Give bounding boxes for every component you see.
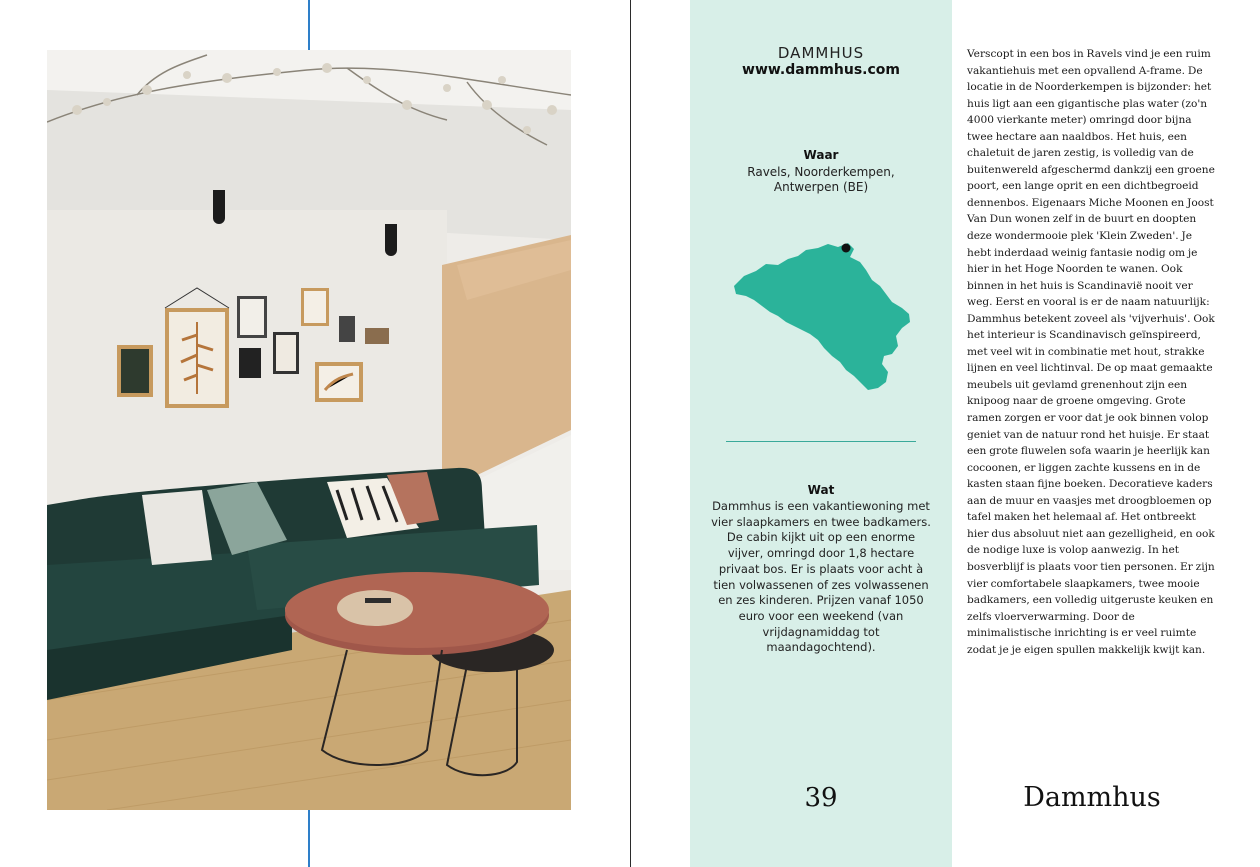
description-heading: Wat: [807, 483, 835, 497]
belgium-shape: [734, 243, 910, 390]
brand-name: DAMMHUS: [777, 44, 865, 62]
living-room-photo: [47, 50, 571, 810]
location-marker: [842, 244, 851, 253]
location-heading: Waar: [803, 148, 839, 162]
description-text: Dammhus is een vakantiewoning met vier slaapkamers en twee badkamers. De cabin kijkt uit op een enorme vijver, omringd door 1,8 hectare privaat bos. Er is plaats voor acht à tien volwassenen of zes volwassenen en zes kinderen. Prijzen vanaf 1050 euro voor een weekend (van vrijdagnamiddag tot maandagochtend).: [711, 499, 931, 655]
crop-mark-bottom: [308, 810, 310, 867]
section-divider: [726, 441, 916, 442]
location-text: Ravels, Noorderkempen, Antwerpen (BE): [747, 165, 895, 194]
crop-mark-top: [308, 0, 310, 50]
running-title: Dammhus: [1023, 782, 1161, 813]
right-page: [631, 0, 1260, 867]
location-block: [690, 148, 952, 195]
article-body: Verscopt in een bos in Ravels vind je een ruim vakantiehuis met een opvallend A-frame. De locatie in de Noorderkempen is bijzonder: het huis ligt aan een gigantische plas water (zo'n 4000 vierkante meter) omringd door bijna twee hectare aan naaldbos. Het huis, een chaletuit de jaren zestig, is volledig van de buitenwereld afgeschermd dankzij een groene poort, een lange oprit en een dichtbegroeid dennenbos. Eigenaars Miche Moonen en Joost Van Dun wonen zelf in de buurt en doopten deze wondermooie plek 'Klein Zweden'. Je hebt inderdaad weinig fantasie nodig om je hier in het Hoge Noorden te wanen. Ook binnen in het huis is Scandinavië nooit ver weg. Eerst en vooral is er de naam natuurlijk: Dammhus betekent zoveel als 'vijverhuis'. Ook het interieur is Scandinavisch geïnspireerd, met veel wit in combinatie met hout, strakke lijnen en veel lichtinval. De op maat gemaakte meubels uit gevlamd grenenhout zijn een knipoog naar de groene omgeving. Grote ramen zorgen er voor dat je ook binnen volop geniet van de natuur rond het huisje. Er staat een grote fluwelen sofa waarin je heerlijk kan cocoonen, er liggen zachte kussens en in de kasten staan fijne boeken. Decoratieve kaders aan de muur en vaasjes met droogbloemen op tafel maken het helemaal af. Het ontbreekt hier dus absoluut niet aan gezelligheid, en ook de nodige luxe is volop aanwezig. In het bosverblijf is plaats voor tien personen. Er zijn vier comfortabele slaapkamers, twee mooie badkamers, een volledig uitgeruste keuken en zelfs vloerverwarming. Door de minimalistische inrichting is er veel ruimte zodat je je eigen spullen makkelijk kwijt kan.: [967, 48, 1215, 656]
brand-block: [690, 44, 952, 78]
page-number: 39: [804, 783, 838, 813]
description-block: [710, 483, 932, 656]
info-sidebar: [690, 0, 952, 867]
brand-url: www.dammhus.com: [742, 62, 900, 78]
belgium-map: [726, 238, 916, 398]
